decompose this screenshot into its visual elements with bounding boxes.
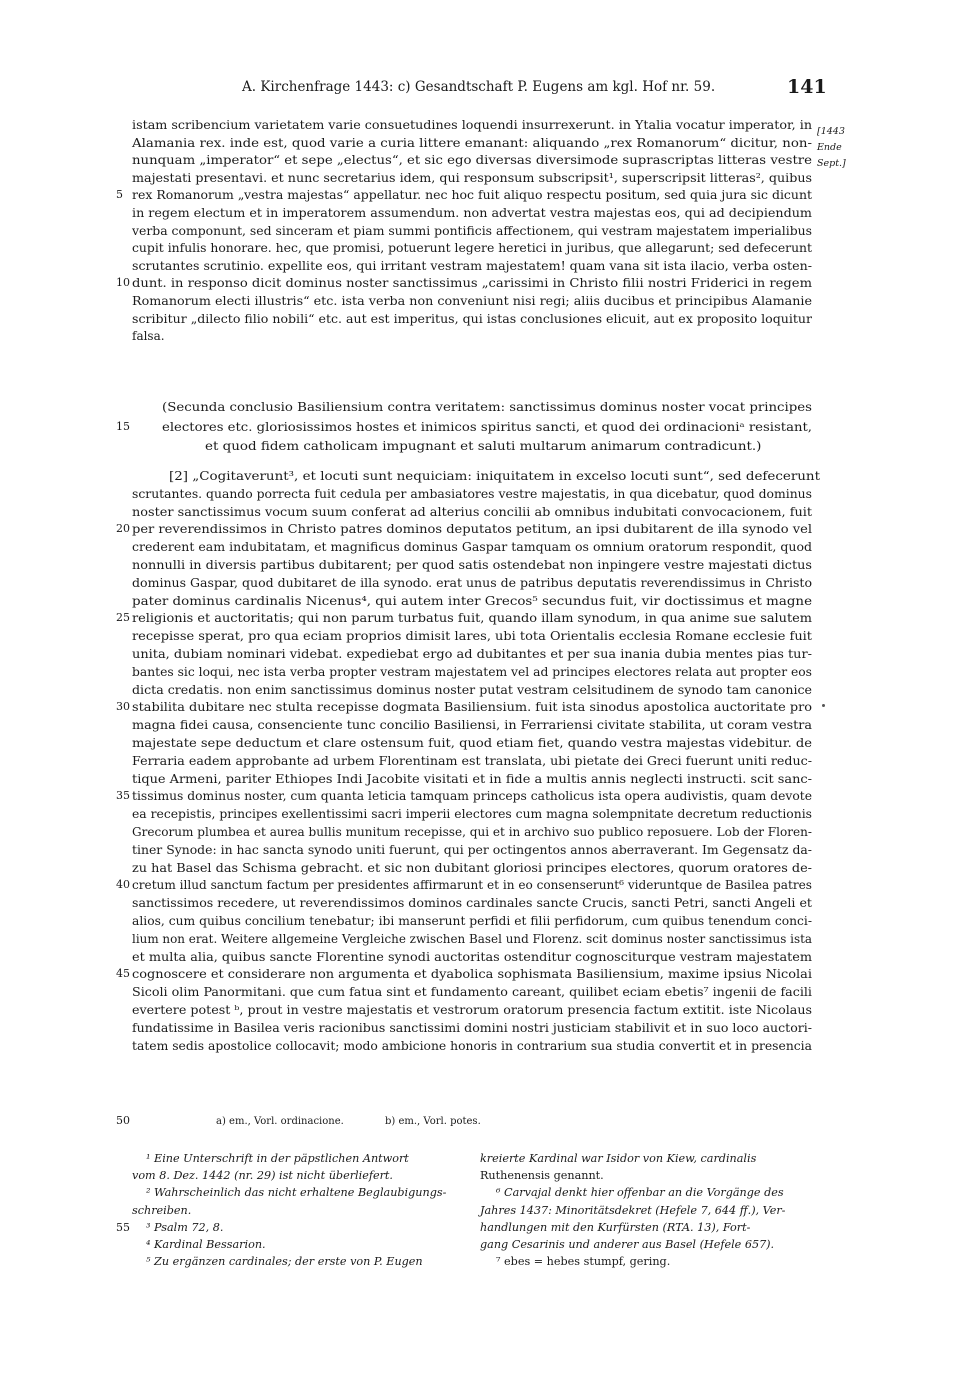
text-line: verba componunt, sed sinceram et piam summi pontificis affectionem, qui vestram majestatem imperialibus	[132, 223, 812, 238]
line-number: 55	[116, 1220, 130, 1234]
text-line: scrutantes scrutinio. expellite eos, qui irritant vestram majestatem! quam vana sit ista ilacio, verba osten-	[132, 258, 812, 273]
text-line: ea recepistis, principes exellentissimi sacri imperii electores cum magna solempnitate decretum reductionis	[132, 807, 812, 822]
text-line: magna fidei causa, consenciente tunc concilio Basiliensi, in Ferrariensi civitate stabilita, ut coram vestra	[132, 718, 812, 733]
text-line: et multa alia, quibus sancte Florentine synodi auctoritas ostenditur cognosciturque vestram majestatem	[132, 949, 813, 964]
text-line: scrutantes. quando porrecta fuit cedula per ambasiatores vestre majestatis, in qua dicebatur, quod dominus	[132, 486, 812, 501]
footnote-line: ⁵ Zu ergänzen cardinales; der erste von P. Eugen	[146, 1255, 423, 1269]
footnote-line: ¹ Eine Unterschrift in der päpstlichen Antwort	[146, 1152, 409, 1165]
text-line: lium non erat. Weitere allgemeine Vergleiche zwischen Basel und Florenz. scit dominus noster sanctissimus ista	[132, 931, 812, 946]
text-line: dunt. in responso dicit dominus noster sanctissimus „carissimi in Christo filii nostri Friderici in regem	[132, 276, 812, 291]
text-line: zu hat Basel das Schisma gebracht. et sic non dubitant gloriosi principes electores, quorum oratores de-	[132, 860, 813, 875]
text-line: crederent eam indubitatam, et magnificus dominus Gaspar tamquam os omnium oratorum respondit, quod	[132, 540, 813, 555]
text-line: evertere potest ᵇ, prout in vestre majestatis et vestrorum oratorum presencia factum extitit. iste Nicolaus	[132, 1003, 812, 1017]
text-line: Sicoli olim Panormitani. que cum fatua sint et fundamento careant, quilibet eciam ebetis⁷ ingenii de facili	[132, 985, 812, 1000]
text-line: religionis et auctoritatis; qui non parum turbatus fuit, quando illam synodum, in qua anime sue salutem	[132, 611, 812, 626]
margin-note-year: [1443	[817, 126, 845, 137]
text-line: dominus Gaspar, quod dubitaret de illa synodo. erat unus de patribus deputatis reverendissimus in Christo	[132, 575, 812, 590]
line-number: 15	[116, 419, 130, 433]
text-line: per reverendissimos in Christo patres dominos deputatos petitum, an ipsi dubitarent de illa synodo vel	[132, 522, 813, 537]
text-line: recepisse sperat, pro qua eciam proprios dimisit lares, ubi tota Orientalis ecclesia Romane ecclesie fuit	[132, 629, 812, 644]
text-line: alios, cum quibus concilium tenebatur; ibi manserunt perfidi et filii perfidorum, cum quibus tenendum conci-	[132, 914, 812, 928]
text-line: majestate sepe deductum et clare ostensum fuit, quod etiam fiet, quando vestra majestas videbitur. de	[132, 736, 812, 750]
apparatus-note-a: a) em., Vorl. ordinacione.	[216, 1116, 344, 1127]
text-line: tissimus dominus noster, cum quanta leticia tamquam princeps catholicus ista opera audivistis, quam devote	[132, 789, 812, 804]
page-number: 141	[787, 76, 827, 98]
text-line: electores etc. gloriosissimos hostes et inimicos spiritus sancti, et quod dei ordinacioniᵃ resistant,	[162, 419, 812, 434]
text-line: stabilita dubitare nec stulta recepisse dogmata Basiliensium. fuit ista sinodus apostolica auctoritate pro	[132, 700, 812, 715]
line-number: 5	[116, 188, 123, 202]
footnote-line: kreierte Kardinal war Isidor von Kiew, cardinalis	[480, 1152, 757, 1165]
footnote-line: gang Cesarinis und anderer aus Basel (Hefele 657).	[480, 1238, 775, 1251]
scan-speck	[822, 704, 825, 707]
footnote-line: Jahres 1437: Minoritätsdekret (Hefele 7, 644 ff.), Ver-	[480, 1203, 786, 1217]
margin-note-end: Ende	[817, 142, 842, 153]
running-title: A. Kirchenfrage 1443: c) Gesandtschaft P. Eugens am kgl. Hof nr. 59.	[242, 79, 716, 95]
line-number: 25	[116, 611, 130, 625]
text-line: majestati presentavi. et nunc secretarius idem, qui responsum subscripsit¹, superscripsit litteras², quibus	[132, 170, 812, 185]
footnote-line: schreiben.	[132, 1203, 192, 1217]
text-line: tatem sedis apostolice collocavit; modo ambicione honoris in contrarium sua studia convertit et in presencia	[132, 1038, 812, 1053]
line-number: 10	[116, 276, 130, 290]
text-line: pater dominus cardinalis Nicenus⁴, qui autem inter Grecos⁵ secundus fuit, vir doctissimus et magne	[132, 593, 812, 608]
text-line: unita, dubiam nominari videbat. expediebat ergo ad dubitantes et per sua inania dubia mentes pias tur-	[132, 647, 812, 661]
line-number: 20	[116, 522, 130, 536]
footnote-line: Ruthenensis genannt.	[480, 1169, 604, 1183]
text-line: bantes sic loqui, nec ista verba propter vestram majestatem vel ad principes electores relata aut propter eos	[132, 664, 812, 679]
margin-note-month: Sept.]	[817, 158, 846, 169]
text-line: tique Armeni, pariter Ethiopes Indi Jacobite visitati et in fide a multis annis neglecti instructi. scit sanc-	[132, 771, 812, 786]
line-number: 35	[116, 789, 130, 803]
line-number: 30	[116, 700, 130, 714]
apparatus-note-b: b) em., Vorl. potes.	[385, 1116, 481, 1127]
text-line: scribitur „dilecto filio nobili“ etc. aut est imperitus, qui istas conclusiones elicuit, aut ex proposito loquitur	[132, 311, 812, 326]
footnote-line: ⁶ Carvajal denkt hier offenbar an die Vorgänge des	[496, 1186, 784, 1200]
text-line: Ferraria eadem approbante ad urbem Florentinam est translata, ubi pietate dei Greci fuerunt uniti reduc-	[132, 753, 812, 768]
text-line: (Secunda conclusio Basiliensium contra veritatem: sanctissimus dominus noster vocat principes	[162, 400, 812, 414]
text-line: falsa.	[132, 329, 165, 344]
text-line: nunquam „imperator“ et sepe „electus“, et sic ego diversas diversimode suprascriptas litteras vestre	[132, 153, 812, 168]
footnote-line: vom 8. Dez. 1442 (nr. 29) ist nicht überliefert.	[132, 1169, 393, 1183]
text-line: noster sanctissimus vocum suum conferat ad alterius concilii ab omnibus indubitati convocacionem, fuit	[132, 504, 812, 519]
line-number: 40	[116, 878, 130, 892]
line-number: 45	[116, 967, 130, 981]
running-header	[0, 76, 960, 98]
text-line: [2] „Cogitaverunt³, et locuti sunt nequiciam: iniquitatem in excelso locuti sunt“, sed defecerunt	[169, 469, 820, 483]
text-line: in regem electum et in imperatorem assumendum. non advertat vestra majestas eos, qui ad decipiendum	[132, 206, 812, 220]
text-line: sanctissimos recedere, ut reverendissimos dominos cardinales sancte Crucis, sancti Petri, sancti Angeli et	[132, 896, 812, 911]
footnote-line: ⁷ ebes = hebes stumpf, gering.	[496, 1255, 671, 1269]
text-line: Alamania rex. inde est, quod varie a curia littere emanant: aliquando „rex Romanorum“ dicitur, non-	[132, 135, 812, 150]
footnote-line: ³ Psalm 72, 8.	[146, 1220, 224, 1234]
text-line: nonnulli in diversis partibus dubitarent; per quod satis ostendebat non inpingere vestre majestati dictus	[132, 558, 812, 572]
text-line: fundatissime in Basilea veris racionibus sanctissimi domini nostri justiciam stabilivit et in suo loco auctori-	[132, 1020, 812, 1035]
line-number-50: 50	[116, 1114, 130, 1127]
text-line: cupit infulis honorare. hec, que promisi, potuerunt legere heretici in juribus, que allegarunt; sed defecerunt	[132, 241, 812, 256]
footnote-line: ² Wahrscheinlich das nicht erhaltene Beglaubigungs-	[146, 1186, 447, 1200]
text-line: cognoscere et considerare non argumenta et dyabolica sophismata Basiliensium, maxime ipsius Nicolai	[132, 967, 812, 982]
text-line: dicta credatis. non enim sanctissimus dominus noster putat vestram celsitudinem de synodo tam canonice	[132, 682, 812, 697]
text-line: Romanorum electi illustris“ etc. ista verba non conveniunt nisi regi; aliis ducibus et principibus Alamanie	[132, 294, 813, 308]
text-line: Grecorum plumbea et aurea bullis munitum recepisse, qui et in archivo suo publico reposuere. Lob der Floren-	[132, 825, 812, 839]
text-line: cretum illud sanctum factum per presidentes affirmarunt et in eo consenserunt⁶ videruntque de Basilea patres	[132, 878, 812, 893]
text-line: istam scribencium varietatem varie consuetudines loquendi insurrexerunt. in Ytalia vocatur imperator, in	[132, 118, 812, 132]
text-line: et quod fidem catholicam impugnant et saluti multarum animarum contradicunt.)	[205, 439, 762, 453]
text-line: tiner Synode: in hac sancta synodo uniti fuerunt, qui per octingentos annos aberraverant. Im Gegensatz da-	[132, 842, 812, 857]
text-line: rex Romanorum „vestra majestas“ appellatur. nec hoc fuit aliquo respectu positum, sed quia jura sic dicunt	[132, 188, 812, 203]
footnote-line: ⁴ Kardinal Bessarion.	[146, 1238, 266, 1251]
footnote-line: handlungen mit den Kurfürsten (RTA. 13), Fort-	[480, 1220, 751, 1234]
